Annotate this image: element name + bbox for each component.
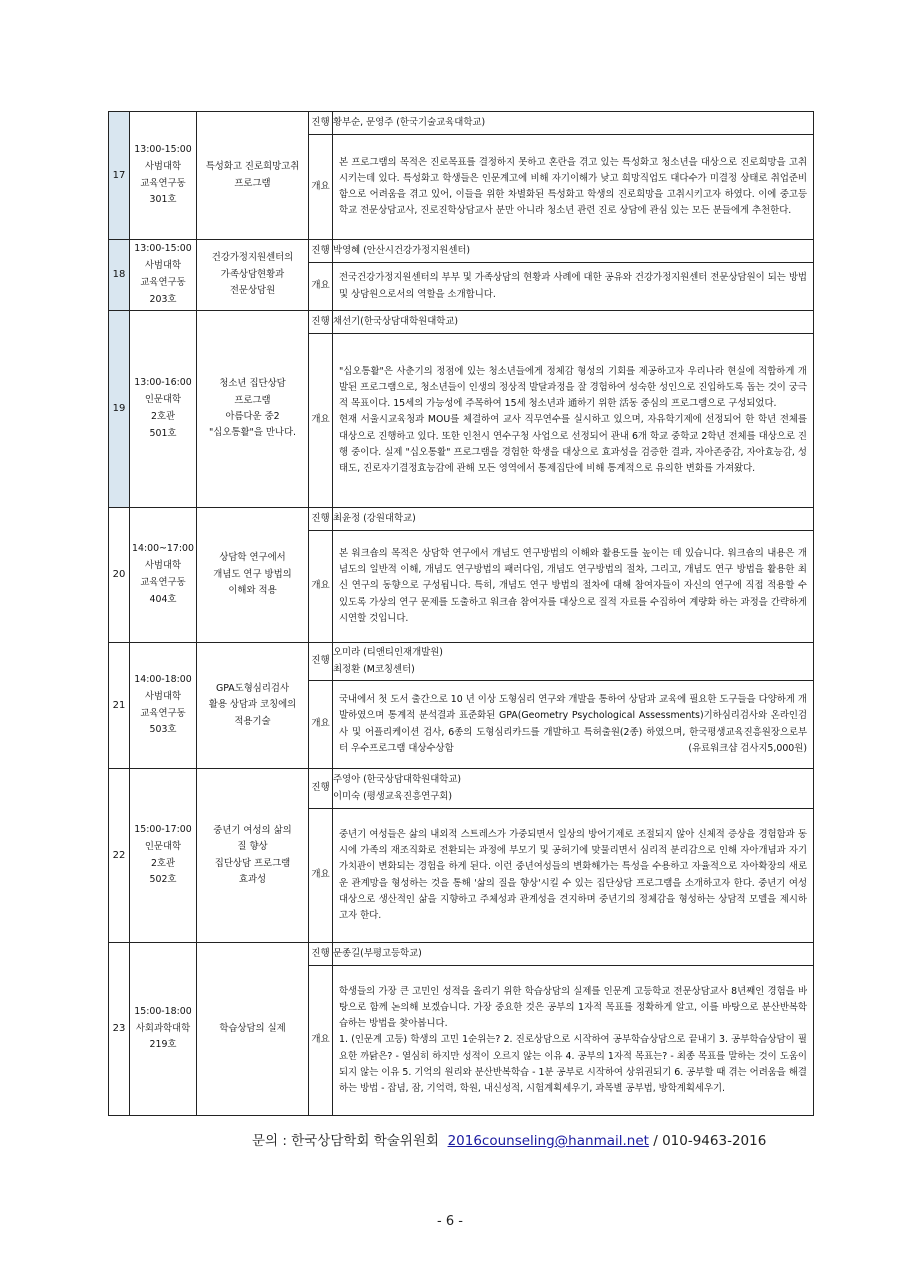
session-time: 14:00-18:00: [134, 673, 192, 685]
session-time-place: [130, 311, 197, 508]
session-host: 채선기(한국상담대학원대학교): [333, 311, 814, 334]
session-overview-text: 국내에서 첫 도서 출간으로 10 년 이상 도형심리 연구와 개발을 통하여 상담과 교육에 필요한 도구들을 다양하게 개발하였으며 통계적 분석결과 표준화된 GPA(Geometry Psychological Assessments)기하심리검사와 온라인검사 및 어플리케이션 검사, 6종의 도형심리카드를 개발하고 특허출원(2종) 하였으며, 한국평생교육진흥원장으로부터 우수프로그램 대상수상함: [339, 694, 807, 754]
session-18-host-row: [109, 240, 814, 263]
session-number: 20: [109, 508, 130, 643]
host-label: 진행: [309, 112, 333, 135]
session-place: 인문대학 2호관 501호: [144, 394, 182, 439]
overview-label: 개요: [309, 263, 333, 311]
session-overview: [333, 681, 814, 769]
host-label: 진행: [309, 311, 333, 334]
session-place: 사범대학 교육연구동 503호: [140, 690, 186, 736]
page-number: - 6 -: [437, 1214, 463, 1229]
session-title: 학습상담의 실제: [197, 943, 309, 1116]
session-overview: "십오통활"은 사춘기의 정점에 있는 청소년들에게 정체감 형성의 기회를 제공하고자 우리나라 현실에 적합하게 개발된 프로그램으로, 청소년들이 인생의 정상적 발달과정을 잘 경험하여 성숙한 성인으로 진입하도록 돕는 것이 궁극적 목표이다. 15세의 가능성에 주목하여 15세 청소년과 通하기 위한 活동 중심의 프로그램으로 구성되었다. 현재 서울시교육청과 MOU를 체결하여 교사 직무연수를 실시하고 있으며, 자유학기제에 선정되어 한 학년 전체를 대상으로 진행하고 있다. 또한 인천시 연수구청 사업으로 선정되어 관내 6개 학교 중학교 2학년 전체를 대상으로 진행 중이다. 실제 "십오통활" 프로그램을 경험한 학생을 대상으로 효과성을 검증한 결과, 자아존중감, 자아효능감, 성태도, 진로자기결정효능감에 관해 모든 영역에서 통제집단에 비해 통계적으로 유의한 변화를 가져왔다.: [333, 334, 814, 508]
session-20-host-row: [109, 508, 814, 531]
session-overview: 본 프로그램의 목적은 진로목표를 결정하지 못하고 혼란을 겪고 있는 특성화고 청소년을 대상으로 진로희망을 고취시키는데 있다. 특성화고 학생들은 인문계고에 비해 자기이해가 낮고 희망직업도 대다수가 미결정 상태로 취업준비 함으로 어려움을 겪고 있어, 이들을 위한 차별화된 특성화고 학생의 진로희망을 고취시키고자 하였다. 이에 중고등학교 전문상담교사, 진로진학상담교사 분만 아니라 청소년 관련 진로 상담에 관심 있는 모든 분들에게 추천한다.: [333, 135, 814, 240]
session-time-place: [130, 240, 197, 311]
session-title: 건강가정지원센터의 가족상담현황과 전문상담원: [197, 240, 309, 311]
session-place: 사범대학 교육연구동 301호: [140, 160, 186, 206]
session-overview-note: (유료워크샵 검사지5,000원): [688, 742, 807, 754]
session-title: 상담학 연구에서 개념도 연구 방법의 이해와 적용: [197, 508, 309, 643]
host-label: 진행: [309, 643, 333, 681]
session-23-host-row: [109, 943, 814, 966]
session-time-place: [130, 508, 197, 643]
session-host: 문종길(부평고등학교): [333, 943, 814, 966]
session-time: 13:00-15:00: [134, 143, 192, 155]
session-time: 13:00-15:00: [134, 243, 192, 255]
session-host: 주영아 (한국상담대학원대학교): [333, 774, 462, 786]
session-number: 19: [109, 311, 130, 508]
contact-phone: / 010-9463-2016: [653, 1133, 767, 1149]
contact-info: [252, 1129, 766, 1149]
session-overview: 전국건강가정지원센터의 부부 및 가족상담의 현황과 사례에 대한 공유와 건강가정지원센터 전문상담원이 되는 방법 및 상담원으로서의 역할을 소개합니다.: [333, 263, 814, 311]
overview-label: 개요: [309, 809, 333, 943]
overview-label: 개요: [309, 681, 333, 769]
session-time: 14:00~17:00: [132, 543, 194, 555]
session-number: 17: [109, 112, 130, 240]
session-number: 18: [109, 240, 130, 311]
session-host: 최윤정 (강원대학교): [333, 508, 814, 531]
session-overview: 학생들의 가장 큰 고민인 성적을 올리기 위한 학습상담의 실제를 인문계 고등학교 전문상담교사 8년째인 경험을 바탕으로 함께 논의해 보겠습니다. 가장 중요한 것은 공부의 1자적 목표를 정확하게 알고, 이를 바탕으로 분산반복학습하는 방법을 찾아봅니다. 1. (인문계 고등) 학생의 고민 1순위는? 2. 진로상담으로 시작하여 공부학습상담으로 끝내기 3. 공부학습상담이 필요한 까닭은? - 열심히 하지만 성적이 오르지 않는 이유 4. 공부의 1자적 목표는? - 최종 목표를 말하는 것이 도움이 되지 않는 이유 5. 기억의 원리와 분산반복학습 - 1분 공부로 시작하여 상위권되기 6. 공부할 때 겪는 어려움을 해결하는 방법 - 잡념, 잠, 기억력, 학원, 내신성적, 시험계획세우기, 과목별 공부법, 방학계획세우기.: [333, 966, 814, 1116]
overview-label: 개요: [309, 135, 333, 240]
session-time-place: [130, 769, 197, 943]
session-overview: 본 워크숍의 목적은 상담학 연구에서 개념도 연구방법의 이해와 활용도를 높이는 데 있습니다. 워크숍의 내용은 개념도의 일반적 이해, 개념도 연구방법의 패러다임, 개념도 연구방법의 절차, 그리고, 개념도 연구 방법을 활용한 최신 연구의 동향으로 구성됩니다. 특히, 개념도 연구 방법의 절차에 대해 참여자들이 자신의 연구에 직접 적용할 수 있도록 가상의 연구 문제를 도출하고 워크숍 참여자를 대상으로 질적 자료를 수집하여 계량화 하는 과정을 간략하게 시연할 것입니다.: [333, 531, 814, 643]
session-place: 사회과학대학 219호: [135, 1022, 191, 1051]
host-label: 진행: [309, 943, 333, 966]
overview-label: 개요: [309, 334, 333, 508]
session-title: GPA도형심리검사 활용 상담과 코칭에의 적용기술: [197, 643, 309, 769]
session-number: 23: [109, 943, 130, 1116]
session-hosts: [333, 769, 814, 809]
overview-label: 개요: [309, 966, 333, 1116]
session-time-place: [130, 643, 197, 769]
session-time-place: [130, 943, 197, 1116]
session-title: 청소년 집단상담 프로그램 아름다운 중2 "십오통활"을 만나다.: [197, 311, 309, 508]
session-host: 오미라 (티앤티인재개발원): [333, 647, 443, 659]
session-17-host-row: [109, 112, 814, 135]
contact-email-link[interactable]: 2016counseling@hanmail.net: [447, 1133, 649, 1149]
session-overview: 중년기 여성들은 삶의 내외적 스트레스가 가중되면서 일상의 방어기제로 조절되지 않아 신체적 증상을 경험함과 동시에 가족의 재조직화로 전환되는 과정에 부모기 및 공허기에 맞물리면서 심리적 분리감으로 인해 자아개념과 자기가치관이 변화되는 경험을 하게 된다. 이런 중년여성들의 변화해가는 특성을 수용하고 자율적으로 자아확장의 새로운 관계망을 형성하는 것을 통해 '삶의 질을 향상'시킬 수 있는 집단상담 프로그램을 소개하고자 한다. 중년기 여성 대상으로 생산적인 삶을 지향하고 주체성과 관계성을 견지하며 중년기의 정체감을 형성하는 상담적 모델을 제시하고자 한다.: [333, 809, 814, 943]
session-time-place: [130, 112, 197, 240]
session-title: 특성화고 진로희망고취 프로그램: [197, 112, 309, 240]
session-host: 황부순, 문영주 (한국기술교육대학교): [333, 112, 814, 135]
host-label: 진행: [309, 508, 333, 531]
session-host: 박영혜 (안산시건강가정지원센터): [333, 240, 814, 263]
session-place: 인문대학 2호관 502호: [144, 840, 182, 886]
session-place: 사범대학 교육연구동 404호: [140, 560, 186, 605]
session-host: 최정환 (M코칭센터): [333, 663, 415, 675]
session-host: 이미숙 (평생교육진흥연구회): [333, 790, 452, 802]
host-label: 진행: [309, 240, 333, 263]
contact-label: 문의 : 한국상담학회 학술위원회: [252, 1133, 439, 1149]
session-time: 15:00-18:00: [134, 1005, 192, 1017]
session-time: 15:00-17:00: [134, 823, 192, 835]
session-place: 사범대학 교육연구동 203호: [140, 260, 186, 305]
session-22-host-row: [109, 769, 814, 809]
session-time: 13:00-16:00: [134, 377, 192, 389]
session-number: 22: [109, 769, 130, 943]
host-label: 진행: [309, 769, 333, 809]
session-title: 중년기 여성의 삶의 질 향상 집단상담 프로그램 효과성: [197, 769, 309, 943]
overview-label: 개요: [309, 531, 333, 643]
session-19-host-row: [109, 311, 814, 334]
session-number: 21: [109, 643, 130, 769]
session-schedule-table: [108, 111, 814, 1116]
session-hosts: [333, 643, 814, 681]
session-21-host-row: [109, 643, 814, 681]
